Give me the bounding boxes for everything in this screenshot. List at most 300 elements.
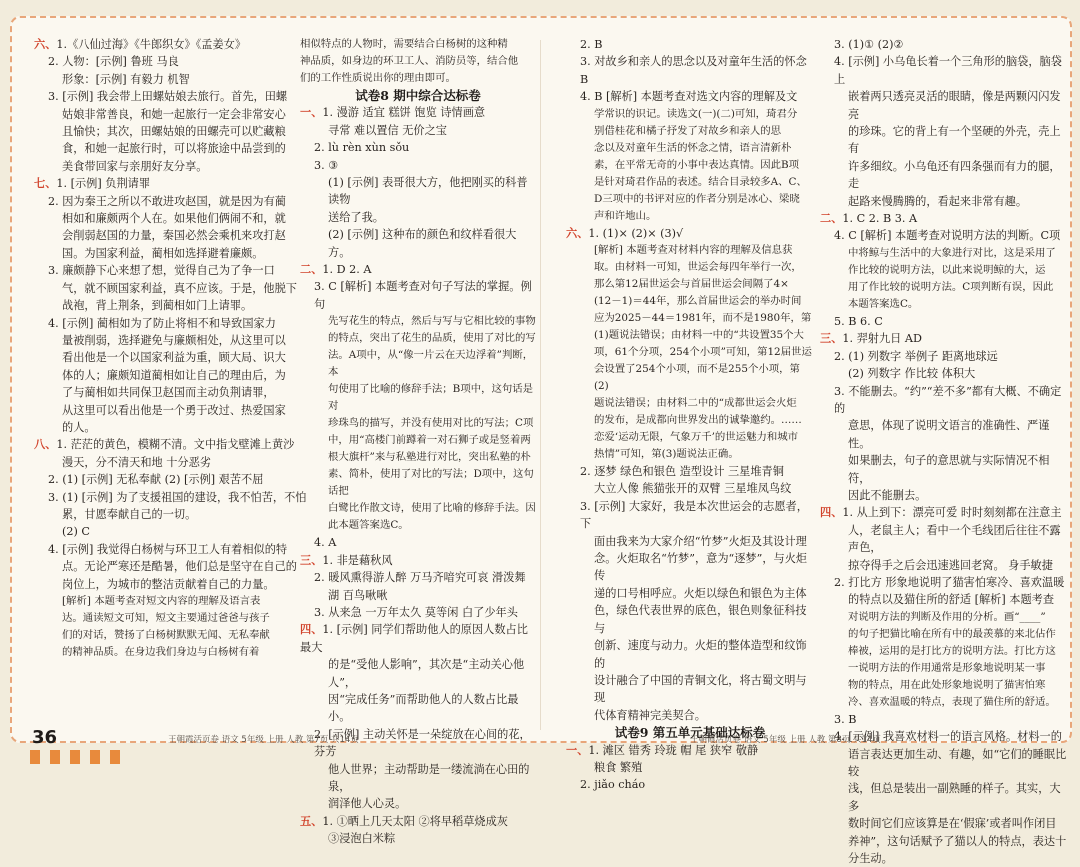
answer-line bbox=[566, 123, 814, 140]
answer-line bbox=[566, 208, 814, 225]
answer-line bbox=[820, 193, 1068, 210]
answer-line bbox=[566, 480, 814, 497]
answer-line bbox=[566, 361, 814, 395]
answer-text: 国。为国家利益，蔺相如选择避着廉颇。 bbox=[62, 246, 264, 260]
answer-line bbox=[820, 780, 1068, 815]
answer-line bbox=[820, 660, 1068, 677]
answer-text: 冷、喜欢温暖的特点，表现了猫住所的舒适。 bbox=[848, 695, 1056, 708]
answer-line bbox=[300, 415, 536, 432]
column-2 bbox=[300, 36, 536, 848]
answer-text: 对说明方法的判断及作用的分析。画“____” bbox=[848, 610, 1046, 623]
answer-text: 本题答案选C。 bbox=[848, 297, 919, 310]
answer-line bbox=[566, 498, 814, 533]
answer-text: 4. [示例] 蔺相如为了防止将相不和导致国家力 bbox=[48, 316, 276, 330]
section-marker: 八、 bbox=[34, 437, 57, 452]
answer-text: 一说明方法的作用通常是形象地说明某一事 bbox=[848, 661, 1046, 674]
answer-line bbox=[34, 349, 314, 366]
answer-text: 的特点，突出了花生的品质，使用了对比的写 bbox=[328, 332, 536, 345]
answer-text: 因此不能删去。 bbox=[848, 488, 927, 502]
answer-text: 形象：[示例] 有毅力 机智 bbox=[62, 72, 190, 86]
answer-text: 试卷8 期中综合达标卷 bbox=[355, 88, 481, 103]
answer-line bbox=[34, 436, 314, 453]
answer-line bbox=[566, 446, 814, 463]
answer-text: 1.《八仙过海》《牛郎织女》《孟姜女》 bbox=[56, 38, 247, 51]
answer-text: 创新、速度与动力。火炬的整体造型和纹饰的 bbox=[594, 639, 807, 670]
answer-text: 别借桂花和橘子抒发了对故乡和亲人的思 bbox=[594, 124, 782, 137]
answer-line bbox=[566, 106, 814, 123]
answer-text: 恋爱‘运动无限，气象万千’的世运魅力和城市 bbox=[594, 431, 799, 444]
answer-text: 1. 茫茫的黄色，模糊不清。文中指戈壁滩上黄沙 bbox=[56, 438, 295, 452]
footer-left: 王朝霞活页卷 语文 5年级 上册 人教 第7页 共14页 bbox=[168, 735, 359, 745]
answer-text: 浅，但总是装出一副熟睡的样子。其实，大多 bbox=[848, 782, 1061, 813]
answer-line bbox=[34, 193, 314, 210]
decor-stripe bbox=[70, 750, 80, 764]
answer-line bbox=[34, 506, 314, 523]
answer-line bbox=[820, 522, 1068, 557]
answer-text: 白鹭比作散文诗，使用了比喻的修辞手法。因 bbox=[328, 502, 536, 515]
answer-text: 2. (1) 列数字 举例子 距离地球远 bbox=[834, 349, 998, 363]
answer-line bbox=[34, 627, 314, 644]
answer-text: 相似特点的人物时，需要结合白杨树的这种精 bbox=[300, 38, 508, 50]
answer-line bbox=[300, 53, 536, 70]
answer-text: 湖 百鸟啾啾 bbox=[328, 588, 388, 602]
answer-line bbox=[820, 815, 1068, 832]
answer-text: 项，61个分项，254个小项”可知，第12届世运 bbox=[594, 346, 812, 359]
answer-text: 2. B bbox=[580, 38, 603, 51]
answer-line bbox=[566, 225, 814, 242]
answer-line bbox=[820, 746, 1068, 781]
answer-text: 3. C [解析] 本题考查对句子写法的掌握。例句 bbox=[314, 280, 532, 311]
answer-line bbox=[820, 158, 1068, 193]
answer-text: 中，用“高楼门前蹲着一对石狮子或是竖着两 bbox=[328, 434, 531, 447]
answer-text: 代体育精神完美契合。 bbox=[594, 708, 706, 722]
section-marker: 四、 bbox=[300, 622, 323, 637]
answer-text: (2) C bbox=[62, 525, 90, 539]
answer-text: 5. B 6. C bbox=[834, 314, 883, 328]
answer-line bbox=[566, 550, 814, 585]
answer-line bbox=[34, 297, 314, 314]
answer-text: 3. 对故乡和亲人的思念以及对童年生活的怀念 B bbox=[580, 55, 807, 86]
section-marker: 五、 bbox=[300, 813, 323, 828]
answer-line bbox=[34, 53, 314, 70]
answer-line bbox=[300, 604, 536, 621]
answer-line bbox=[566, 174, 814, 191]
answer-line bbox=[820, 210, 1068, 227]
answer-line bbox=[566, 140, 814, 157]
answer-text: 热情”可知，第(3)题说法正确。 bbox=[594, 448, 739, 461]
answer-line bbox=[820, 383, 1068, 418]
answer-line bbox=[300, 347, 536, 381]
answer-line bbox=[820, 262, 1068, 279]
answer-line bbox=[34, 245, 314, 262]
answer-text: 神品质，如身边的环卫工人、消防员等，结合他 bbox=[300, 55, 519, 67]
answer-line bbox=[300, 830, 536, 847]
answer-text: 了与蔺相如共同保卫赵国而主动负荆请罪， bbox=[62, 386, 275, 400]
answer-line bbox=[820, 88, 1068, 123]
answer-text: D三项中的书评对应的作者分别是冰心、梁晓 bbox=[594, 192, 800, 205]
decor-stripe bbox=[110, 750, 120, 764]
answer-line bbox=[300, 104, 536, 121]
answer-text: 漫天，分不清天和地 十分恶劣 bbox=[62, 455, 211, 469]
answer-line bbox=[566, 707, 814, 724]
answer-text: 养神”，这句话赋予了猫以人的特点，表达十 bbox=[848, 834, 1067, 848]
section-marker: 二、 bbox=[820, 211, 843, 226]
answer-line bbox=[300, 209, 536, 226]
answer-text: 气，就不顾国家利益，真不应该。于是，他脱下 bbox=[62, 281, 297, 295]
answer-line bbox=[566, 412, 814, 429]
answer-text: 达。通读短文可知，短文主要通过爸爸与孩子 bbox=[62, 612, 270, 624]
answer-text: 学常识的识记。读选文(一)(二)可知，琦君分 bbox=[594, 107, 798, 120]
answer-text: 2. 逐梦 绿色和银色 造型设计 三星堆青铜 bbox=[580, 465, 784, 479]
answer-line bbox=[820, 626, 1068, 643]
answer-line bbox=[34, 384, 314, 401]
answer-text: 如果删去，句子的意思就与实际情况不相符， bbox=[848, 454, 1050, 485]
answer-text: 取。由材料一可知，世运会每四年举行一次， bbox=[594, 261, 802, 274]
answer-text: 4. A bbox=[314, 536, 337, 550]
answer-line bbox=[34, 123, 314, 140]
answer-text: 1. [示例] 同学们帮助他人的原因人数占比最大 bbox=[300, 623, 528, 654]
answer-text: 人，老鼠主人；看中一个毛线团后往往不露声色， bbox=[848, 523, 1061, 555]
answer-line bbox=[34, 576, 314, 593]
answer-text: 1. 羿射九日 AD bbox=[842, 332, 922, 346]
answer-line bbox=[566, 585, 814, 602]
answer-line bbox=[300, 87, 536, 104]
answer-line bbox=[34, 175, 314, 192]
answer-line bbox=[34, 71, 314, 88]
answer-line bbox=[34, 158, 314, 175]
answer-line bbox=[34, 227, 314, 244]
answer-line bbox=[820, 591, 1068, 608]
answer-line bbox=[566, 327, 814, 344]
column-3 bbox=[566, 36, 814, 794]
answer-text: 题说法错误；由材料二中的“成都世运会火炬 bbox=[594, 397, 797, 410]
answer-text: 2. 暖风熏得游人醉 万马齐喑究可哀 滑泼舞 bbox=[314, 571, 526, 585]
answer-text: 3. 不能删去。“约”“差不多”都有大概、不确定的 bbox=[834, 384, 1062, 415]
answer-text: 相如和廉颇两个人在。如果他们俩闹不和，就 bbox=[62, 212, 286, 226]
answer-line bbox=[300, 795, 536, 812]
answer-line bbox=[820, 557, 1068, 574]
answer-text: 3. [示例] 我会带上田螺姑娘去旅行。首先，田螺 bbox=[48, 90, 288, 104]
answer-line bbox=[34, 315, 314, 332]
decor-stripe bbox=[30, 750, 40, 764]
answer-line bbox=[820, 677, 1068, 694]
answer-text: 体的人；廉颇知道蔺相如让自己的理由后，为 bbox=[62, 368, 286, 382]
answer-line bbox=[34, 106, 314, 123]
answer-line bbox=[820, 330, 1068, 347]
answer-text: 2. jiǎo cháo bbox=[580, 778, 646, 792]
answer-line bbox=[300, 587, 536, 604]
answer-text: 3. (1) [示例] 为了支援祖国的建设，我不怕苦，不怕 bbox=[48, 490, 307, 504]
answer-text: 中将鲸与生活中的大象进行对比，这是采用了 bbox=[848, 246, 1056, 259]
answer-text: 用了作比较的说明方法。C项判断有误，因此 bbox=[848, 280, 1054, 293]
section-marker: 一、 bbox=[566, 742, 589, 757]
answer-text: 法。A项中，从“像一片云在天边浮着”判断，本 bbox=[328, 349, 534, 379]
section-marker: 四、 bbox=[820, 505, 843, 520]
answer-text: 的是“受他人影响”，其次是“主动关心他人”， bbox=[328, 658, 525, 689]
answer-text: 色，绿色代表世界的底色，银色则象征科技与 bbox=[594, 604, 807, 635]
answer-line bbox=[300, 261, 536, 278]
answer-text: 3. ③ bbox=[314, 158, 339, 172]
answer-text: (2) 列数字 作比较 体积大 bbox=[848, 367, 976, 381]
answer-line bbox=[34, 610, 314, 627]
answer-text: 句使用了比喻的修辞手法；B项中，这句话是对 bbox=[328, 383, 534, 413]
answer-text: 4. [示例] 我喜欢材料一的语言风格。材料一的 bbox=[834, 730, 1062, 744]
answer-text: 3. (1)① (2)② bbox=[834, 38, 904, 51]
answer-line bbox=[566, 759, 814, 776]
answer-text: 且愉快；其次，田螺姑娘的田螺壳可以贮藏粮 bbox=[62, 125, 286, 139]
footer-right: 王朝霞活页卷 语文 5年级 上册 人教 第8页 共14页 bbox=[690, 735, 881, 745]
answer-line bbox=[566, 242, 814, 259]
answer-text: 嵌着两只透亮灵活的眼睛，像是两颗闪闪发亮 bbox=[848, 90, 1061, 121]
answer-line bbox=[300, 813, 536, 830]
answer-text: 点。无论严寒还是酷暑，他们总是坚守在自己的 bbox=[62, 560, 297, 574]
answer-line bbox=[34, 454, 314, 471]
answer-line bbox=[820, 694, 1068, 711]
answer-line bbox=[566, 157, 814, 174]
answer-line bbox=[820, 504, 1068, 521]
answer-line bbox=[300, 500, 536, 517]
answer-line bbox=[300, 381, 536, 415]
answer-line bbox=[820, 313, 1068, 330]
answer-text: 试卷9 第五单元基础达标卷 bbox=[614, 725, 766, 741]
section-marker: 六、 bbox=[566, 225, 589, 240]
answer-text: 掠夺得手之后会迅速逃回老窝。 身手敏捷 bbox=[848, 558, 1053, 572]
answer-text: 1. 滩区 错秀 玲珑 帽 尾 狭窄 敬静 bbox=[588, 743, 759, 757]
answer-text: 2. 人物：[示例] 鲁班 马良 bbox=[48, 55, 179, 69]
answer-text: (2) [示例] 这种布的颜色和纹样看很大方。 bbox=[328, 228, 517, 259]
answer-line bbox=[300, 432, 536, 449]
answer-line bbox=[820, 36, 1068, 53]
answer-text: 寻常 难以置信 无价之宝 bbox=[328, 123, 447, 137]
answer-text: 语言表达更加生动、有趣，如“它们的睡眠比较 bbox=[848, 747, 1067, 778]
answer-text: 他人世界；主动帮助是一缕流淌在心田的泉， bbox=[328, 762, 530, 793]
answer-text: 们的工作性质说出你的理由即可。 bbox=[300, 72, 456, 84]
answer-text: 分生动。 bbox=[848, 852, 893, 866]
answer-text: 的珍珠。它的背上有一个坚硬的外壳，壳上有 bbox=[848, 125, 1061, 156]
answer-line bbox=[820, 365, 1068, 382]
answer-text: 那么第12届世运会与首届世运会间隔了4× bbox=[594, 278, 789, 291]
answer-text: 姑娘非常善良，和她一起旅行一定会非常安心 bbox=[62, 107, 286, 121]
answer-line bbox=[820, 245, 1068, 262]
answer-line bbox=[34, 644, 314, 661]
answer-line bbox=[34, 402, 314, 419]
answer-line bbox=[566, 463, 814, 480]
answer-line bbox=[566, 533, 814, 550]
answer-line bbox=[300, 70, 536, 87]
answer-text: 会设置了254个小项，而不是255个小项，第(2) bbox=[594, 363, 800, 393]
answer-text: 声和许地山。 bbox=[594, 209, 657, 222]
answer-text: 大立人像 熊猫张开的双臂 三星堆凤鸟纹 bbox=[594, 482, 792, 496]
answer-line bbox=[820, 348, 1068, 365]
answer-line bbox=[566, 429, 814, 446]
decor-stripe bbox=[50, 750, 60, 764]
answer-line bbox=[34, 88, 314, 105]
answer-text: 1. [示例] 负荆请罪 bbox=[56, 177, 151, 191]
answer-line bbox=[34, 419, 314, 436]
answer-text: 珍珠鸟的描写，并没有使用对比的写法；C项 bbox=[328, 417, 534, 430]
answer-text: 从这里可以看出他是一个勇于改过、热爱国家 bbox=[62, 403, 286, 417]
answer-line bbox=[300, 569, 536, 586]
answer-line bbox=[566, 53, 814, 88]
answer-line bbox=[566, 602, 814, 637]
answer-text: 许多细纹。小乌龟还有四条强而有力的腿，走 bbox=[848, 159, 1061, 191]
answer-line bbox=[300, 656, 536, 691]
answer-line bbox=[820, 574, 1068, 591]
answer-line bbox=[300, 761, 536, 796]
answer-text: 4. B [解析] 本题考查对选文内容的理解及文 bbox=[580, 90, 798, 104]
answer-line bbox=[820, 452, 1068, 487]
answer-text: 的人。 bbox=[62, 420, 96, 434]
section-marker: 一、 bbox=[300, 105, 323, 120]
answer-line bbox=[34, 280, 314, 297]
section-marker: 三、 bbox=[820, 331, 843, 346]
answer-text: 是针对琦君作品的表述。结合目录较多A、C、 bbox=[594, 175, 807, 188]
answer-line bbox=[300, 313, 536, 330]
answer-text: 1. 从上到下：漂亮可爱 时时刻刻都在注意主 bbox=[842, 506, 1062, 520]
answer-text: 1. 漫游 适宜 糕饼 饱览 诗情画意 bbox=[322, 106, 486, 120]
answer-text: 的特点以及猫住所的舒适 [解析] 本题考查 bbox=[848, 593, 1055, 607]
answer-line bbox=[566, 310, 814, 327]
answer-text: 3. 廉颇静下心来想了想，觉得自己为了争一口 bbox=[48, 264, 275, 278]
answer-text: 量被削弱，选择避免与廉颇相处，从这里可以 bbox=[62, 333, 286, 347]
answer-line bbox=[300, 517, 536, 534]
answer-text: 4. C [解析] 本题考查对说明方法的判断。C项 bbox=[834, 229, 1061, 243]
answer-line bbox=[34, 36, 314, 53]
answer-line bbox=[566, 672, 814, 707]
answer-line bbox=[566, 395, 814, 412]
answer-line bbox=[820, 833, 1068, 850]
answer-text: (1) [示例] 表哥很大方，他把刚买的科普读物 bbox=[328, 176, 528, 207]
answer-text: [解析] 本题考查对材料内容的理解及信息获 bbox=[594, 244, 793, 257]
section-marker: 七、 bbox=[34, 176, 57, 191]
answer-line bbox=[300, 621, 536, 656]
page-number: 36 bbox=[32, 727, 58, 748]
answer-text: 美食带回家与亲朋好友分享。 bbox=[62, 159, 208, 173]
answer-text: 应为2025－44＝1981年，而不是1980年，第 bbox=[594, 312, 812, 325]
answer-line bbox=[820, 123, 1068, 158]
answer-text: 3. 从来急 一万年太久 莫等闲 白了少年头 bbox=[314, 605, 518, 619]
answer-text: 根大旗杆”来与私塾进行对比，突出私塾的朴 bbox=[328, 451, 531, 464]
answer-text: [解析] 本题考查对短文内容的理解及语言表 bbox=[62, 595, 261, 607]
answer-line bbox=[34, 332, 314, 349]
answer-text: 物的特点，用在此处形象地说明了猫害怕寒 bbox=[848, 678, 1046, 691]
answer-line bbox=[566, 276, 814, 293]
answer-text: 的发布，是成都向世界发出的诚挚邀约。…… bbox=[594, 414, 802, 427]
answer-text: 1. 非是藉秋风 bbox=[322, 553, 393, 567]
answer-line bbox=[820, 643, 1068, 660]
answer-text: 数时间它们应该算是在‘假寐’或者叫作闭目 bbox=[848, 817, 1057, 831]
decor-stripe bbox=[90, 750, 100, 764]
section-marker: 六、 bbox=[34, 37, 57, 51]
answer-text: 的句子把猫比喻在所有中的最羡慕的来北佔作 bbox=[848, 627, 1056, 640]
answer-text: 2. [示例] 主动关怀是一朵绽放在心间的花，芬芳 bbox=[314, 727, 531, 759]
answer-line bbox=[300, 122, 536, 139]
answer-text: 意思，体现了说明文语言的准确性、严谨性。 bbox=[848, 419, 1050, 450]
answer-line bbox=[34, 523, 314, 540]
answer-text: 润泽他人心灵。 bbox=[328, 797, 407, 811]
answer-text: 棒被，运用的是打比方的说明方法。打比方这 bbox=[848, 644, 1056, 657]
answer-line bbox=[300, 36, 536, 53]
answer-line bbox=[566, 637, 814, 672]
answer-text: 作比较的说明方法，以此来说明鲸的大，运 bbox=[848, 263, 1046, 276]
answer-text: 3. B bbox=[834, 712, 857, 726]
answer-line bbox=[566, 293, 814, 310]
answer-text: 1. C 2. B 3. A bbox=[842, 212, 918, 226]
answer-line bbox=[566, 259, 814, 276]
answer-text: 2. 打比方 形象地说明了猫害怕寒冷、喜欢温暖 bbox=[834, 575, 1065, 589]
answer-text: 此本题答案选C。 bbox=[328, 519, 409, 532]
answer-line bbox=[820, 296, 1068, 313]
answer-line bbox=[820, 850, 1068, 867]
answer-line bbox=[820, 711, 1068, 728]
answer-text: 们的对话，赞扬了白杨树默默无闻、无私奉献 bbox=[62, 629, 270, 641]
column-1 bbox=[34, 36, 314, 661]
answer-text: 1. (1)× (2)× (3)√ bbox=[588, 226, 684, 240]
answer-text: 粮食 繁殖 bbox=[594, 760, 643, 774]
answer-text: 先写花生的特点，然后与写与它相比较的事物 bbox=[328, 315, 536, 328]
answer-line bbox=[300, 449, 536, 466]
answer-text: 4. [示例] 我觉得白杨树与环卫工人有着相似的特 bbox=[48, 542, 288, 556]
answer-text: 岗位上，为城市的整洁贡献着自己的力量。 bbox=[62, 577, 275, 591]
answer-text: 3. [示例] 大家好，我是本次世运会的志愿者，下 bbox=[580, 499, 808, 531]
answer-text: 2. lù rèn xùn sǒu bbox=[314, 141, 410, 155]
answer-line bbox=[566, 776, 814, 793]
answer-line bbox=[820, 417, 1068, 452]
answer-line bbox=[34, 541, 314, 558]
answer-line bbox=[34, 471, 314, 488]
answer-text: 1. ①晒上几天太阳 ②将早稻草烧成灰 bbox=[322, 814, 508, 828]
answer-text: 素，在平常无奇的小事中表达真情。因此B项 bbox=[594, 158, 800, 171]
answer-text: 食，和她一起旅行时，可以将旅途中品尝到的 bbox=[62, 142, 286, 156]
answer-text: 战袍，背上荆条，到蔺相如门上请罪。 bbox=[62, 299, 253, 313]
answer-line bbox=[34, 262, 314, 279]
answer-text: 1. D 2. A bbox=[322, 263, 372, 277]
answer-text: 素、简朴，使用了对比的写法；D项中，这句话把 bbox=[328, 468, 534, 498]
answer-line bbox=[300, 466, 536, 500]
answer-text: 念。火炬取名“竹梦”，意为“逐梦”，与火炬传 bbox=[594, 552, 808, 583]
page-divider bbox=[540, 40, 541, 730]
answer-text: 的精神品质。在身边我们身边与白杨树有着 bbox=[62, 646, 260, 658]
answer-line bbox=[300, 278, 536, 313]
answer-line bbox=[300, 552, 536, 569]
answer-text: 面由我来为大家介绍“竹梦”火炬及其设计理 bbox=[594, 534, 807, 548]
answer-line bbox=[34, 489, 314, 506]
answer-text: 会削弱赵国的力量，秦国必然会乘机来攻打赵 bbox=[62, 229, 286, 243]
answer-line bbox=[820, 279, 1068, 296]
answer-line bbox=[300, 691, 536, 726]
answer-text: ③浸泡白米粽 bbox=[328, 832, 396, 846]
answer-text: 2. 因为秦王之所以不敢进攻赵国，就是因为有蔺 bbox=[48, 194, 286, 208]
answer-line bbox=[820, 609, 1068, 626]
answer-text: 设计融合了中国的青铜文化，将古蜀文明与现 bbox=[594, 673, 807, 705]
answer-line bbox=[300, 174, 536, 209]
answer-text: 累，甘愿奉献自己的一切。 bbox=[62, 507, 197, 521]
answer-text: 念以及对童年生活的怀念之情，语言清新朴 bbox=[594, 141, 792, 154]
answer-text: 送给了我。 bbox=[328, 210, 384, 224]
answer-line bbox=[820, 487, 1068, 504]
answer-line bbox=[34, 210, 314, 227]
answer-line bbox=[820, 227, 1068, 244]
answer-line bbox=[566, 191, 814, 208]
answer-line bbox=[300, 139, 536, 156]
answer-text: (12－1)＝44年，那么首届世运会的举办时间 bbox=[594, 295, 802, 308]
answer-line bbox=[820, 53, 1068, 88]
answer-text: 4. [示例] 小乌龟长着一个三角形的脑袋，脑袋上 bbox=[834, 55, 1062, 86]
answer-text: 看出他是一个以国家利益为重，顾大局、识大 bbox=[62, 351, 286, 365]
answer-text: 2. (1) [示例] 无私奉献 (2) [示例] 艰苦不屈 bbox=[48, 473, 264, 487]
answer-line bbox=[566, 88, 814, 105]
answer-line bbox=[300, 226, 536, 261]
